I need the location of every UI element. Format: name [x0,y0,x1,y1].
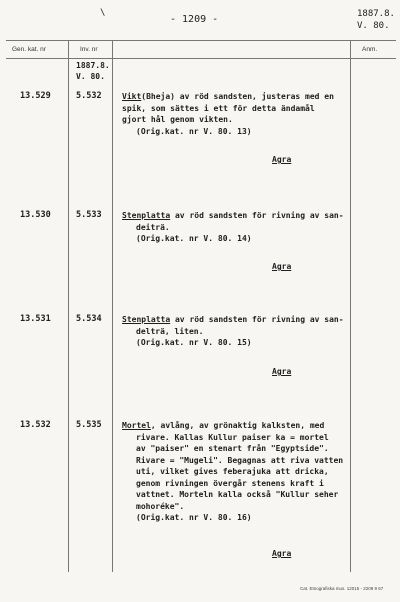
inv-nr: 5.535 [76,420,102,430]
inv-nr: 5.533 [76,210,102,220]
entry-line: gjort hål genom vikten. [122,115,233,124]
gen-kat-nr: 13.532 [20,420,51,430]
header-bottom-rule [6,58,396,59]
entry-line: mohoréke". [136,501,185,511]
top-reference [357,8,395,32]
entry-title: Stenplatta [122,315,171,324]
entry-line: deiträ. [136,222,170,232]
entry-line: Rivare = "Mugeli". Begagnas att riva vatten [136,455,344,465]
corner-mark: \ [100,8,106,18]
column-divider [350,40,351,572]
entry-signature: Agra [272,262,292,271]
gen-kat-nr: 13.529 [20,91,51,101]
form-footer: Cat. Etnografiska mus. 12015 - 2209 9 67 [300,586,384,591]
entry-signature: Agra [272,367,292,376]
header-inv-nr: Inv. nr [80,46,98,53]
inv-reference-line: 1887.8. [76,61,110,70]
entry-signature: Agra [272,155,292,164]
entry-line: (Bheja) av röd sandsten, justeras med en [141,92,334,101]
inv-reference-line: V. 80. [76,72,105,81]
entry-title: Vikt [122,92,142,101]
entry-title: Mortel [122,421,151,430]
entry-line: uti, vilket gives feberajuka att dricka, [136,467,329,476]
gen-kat-nr: 13.530 [20,210,51,220]
column-divider [112,40,113,572]
top-reference-line: V. 80. [357,21,390,31]
header-anm: Anm. [362,46,378,53]
entry-line: genom rivningen övergår stenens kraft i [136,478,324,488]
entry-line: vattnet. Morteln kalla också "Kullur seher [136,490,339,499]
entry-reference: (Orig.kat. nr V. 80. 13) [136,126,252,136]
header-top-rule [6,40,396,41]
entry-description [122,210,347,245]
inv-nr: 5.534 [76,314,102,324]
gen-kat-nr: 13.531 [20,314,51,324]
entry-description [122,91,347,137]
entry-description [122,314,347,349]
top-reference-line: 1887.8. [357,9,395,19]
entry-title: Stenplatta [122,211,171,220]
column-divider [68,40,69,572]
entry-line: av röd sandsten för rivning av san- [170,315,344,324]
inv-nr: 5.532 [76,91,102,101]
entry-line: , avlång, av grönaktig kalksten, med [150,421,325,430]
header-gen-kat-nr: Gen. kat. nr [12,46,46,53]
entry-line: av röd sandsten för rivning av san- [170,211,344,220]
entry-reference: (Orig.kat. nr V. 80. 14) [136,234,252,243]
entry-reference: (Orig.kat. nr V. 80. 15) [136,338,252,347]
entry-line: spik, som sättes i ett för detta ändamål [122,103,315,113]
inv-reference [76,60,110,82]
entry-line: av "paiser" en stenart från "Egyptside". [136,444,329,453]
entry-line: rivare. Kallas Kullur paiser ka = mortel [136,432,329,442]
entry-description [122,420,347,524]
entry-line: delträ, liten. [136,326,204,336]
entry-signature: Agra [272,549,292,558]
page-number: - 1209 - [170,14,219,25]
entry-reference: (Orig.kat. nr V. 80. 16) [136,513,252,522]
